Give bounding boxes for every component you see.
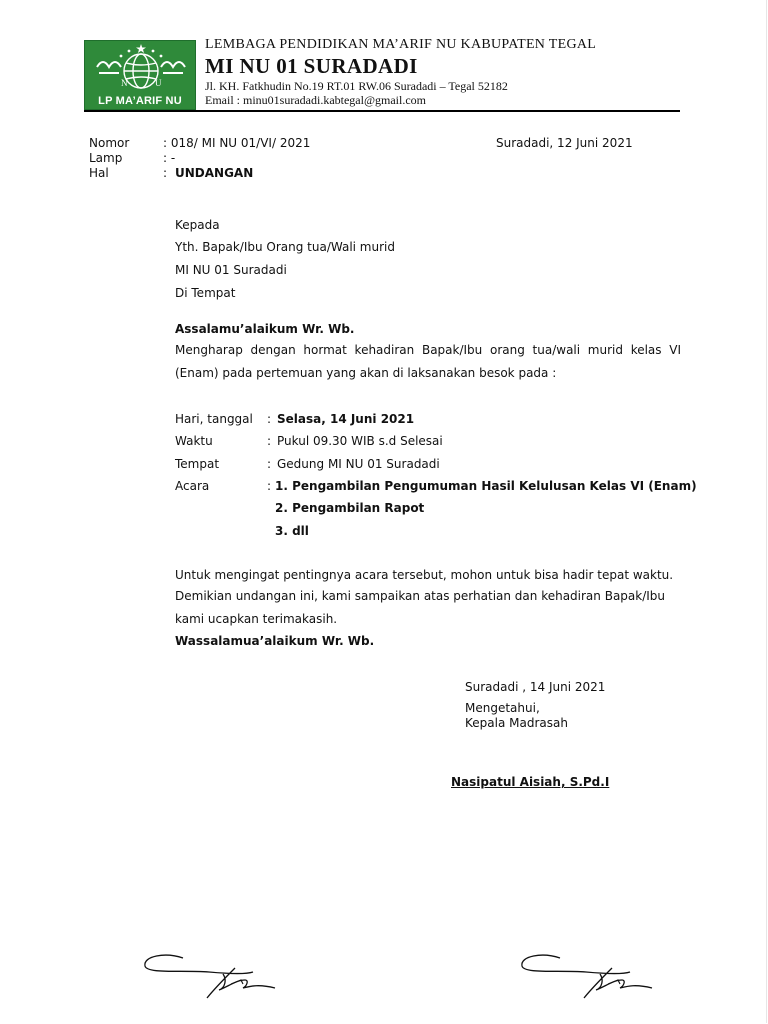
detail-colon-place: : bbox=[267, 457, 272, 471]
signature-acknowledge: Mengetahui, bbox=[465, 701, 540, 715]
detail-label-date: Hari, tanggal bbox=[175, 412, 253, 426]
detail-colon-time: : bbox=[267, 434, 272, 448]
logo-caption: LP MA’ARIF NU bbox=[98, 95, 182, 107]
school-email: Email : minu01suradadi.kabtegal@gmail.com bbox=[205, 93, 426, 107]
school-address: Jl. KH. Fatkhudin No.19 RT.01 RW.06 Suradadi – Tegal 52182 bbox=[205, 79, 508, 93]
detail-value-date: Selasa, 14 Juni 2021 bbox=[277, 412, 415, 426]
farewell: Wassalamua’alaikum Wr. Wb. bbox=[175, 634, 375, 648]
nomor-value: : 018/ MI NU 01/VI/ 2021 bbox=[163, 136, 311, 150]
school-name: MI NU 01 SURADADI bbox=[205, 54, 418, 78]
nu-globe-icon bbox=[85, 41, 197, 97]
recipient-line-2: Yth. Bapak/Ibu Orang tua/Wali murid bbox=[175, 240, 395, 254]
lamp-label: Lamp bbox=[89, 151, 123, 165]
agenda-item-3: 3. dll bbox=[275, 524, 309, 538]
logo-letter-n: N bbox=[121, 78, 128, 88]
logo-letter-u: U bbox=[155, 78, 162, 88]
detail-label-place: Tempat bbox=[175, 457, 220, 471]
detail-colon-agenda: : bbox=[267, 479, 272, 493]
detail-value-place: Gedung MI NU 01 Suradadi bbox=[277, 457, 440, 471]
hal-colon: : bbox=[163, 166, 168, 180]
recipient-line-4: Di Tempat bbox=[175, 286, 236, 300]
detail-colon-date: : bbox=[267, 412, 272, 426]
agenda-item-1: 1. Pengambilan Pengumuman Hasil Kelulusan Kelas VI (Enam) bbox=[275, 479, 697, 493]
institution-name: LEMBAGA PENDIDIKAN MA’ARIF NU KABUPATEN TEGAL bbox=[205, 37, 597, 52]
closing-line-1: Untuk mengingat pentingnya acara tersebut, mohon untuk bisa hadir tepat waktu. bbox=[175, 568, 674, 582]
signatory-name: Nasipatul Aisiah, S.Pd.I bbox=[451, 775, 610, 789]
detail-label-agenda: Acara bbox=[175, 479, 210, 493]
handwritten-signature-left bbox=[135, 944, 285, 1010]
letterhead-divider bbox=[84, 110, 680, 112]
recipient-line-1: Kepada bbox=[175, 218, 220, 232]
greeting: Assalamu’alaikum Wr. Wb. bbox=[175, 322, 355, 336]
nomor-label: Nomor bbox=[89, 136, 130, 150]
recipient-line-3: MI NU 01 Suradadi bbox=[175, 263, 287, 277]
signature-position: Kepala Madrasah bbox=[465, 716, 568, 730]
detail-label-time: Waktu bbox=[175, 434, 213, 448]
hal-label: Hal bbox=[89, 166, 109, 180]
detail-value-time: Pukul 09.30 WIB s.d Selesai bbox=[277, 434, 443, 448]
signature-place-date: Suradadi , 14 Juni 2021 bbox=[465, 680, 606, 694]
closing-paragraph: Demikian undangan ini, kami sampaikan atas perhatian dan kehadiran Bapak/Ibu kami ucapkan terimakasih. bbox=[175, 589, 666, 626]
letter-date: Suradadi, 12 Juni 2021 bbox=[496, 136, 633, 150]
agenda-item-2: 2. Pengambilan Rapot bbox=[275, 501, 425, 515]
intro-paragraph: Mengharap dengan hormat kehadiran Bapak/Ibu orang tua/wali murid kelas VI (Enam) pada pertemuan yang akan di laksanakan besok pada : bbox=[175, 343, 681, 380]
handwritten-signature-right bbox=[512, 944, 662, 1010]
lp-maarif-nu-logo bbox=[84, 40, 196, 110]
lamp-value: : - bbox=[163, 151, 176, 165]
hal-value: UNDANGAN bbox=[175, 166, 254, 180]
